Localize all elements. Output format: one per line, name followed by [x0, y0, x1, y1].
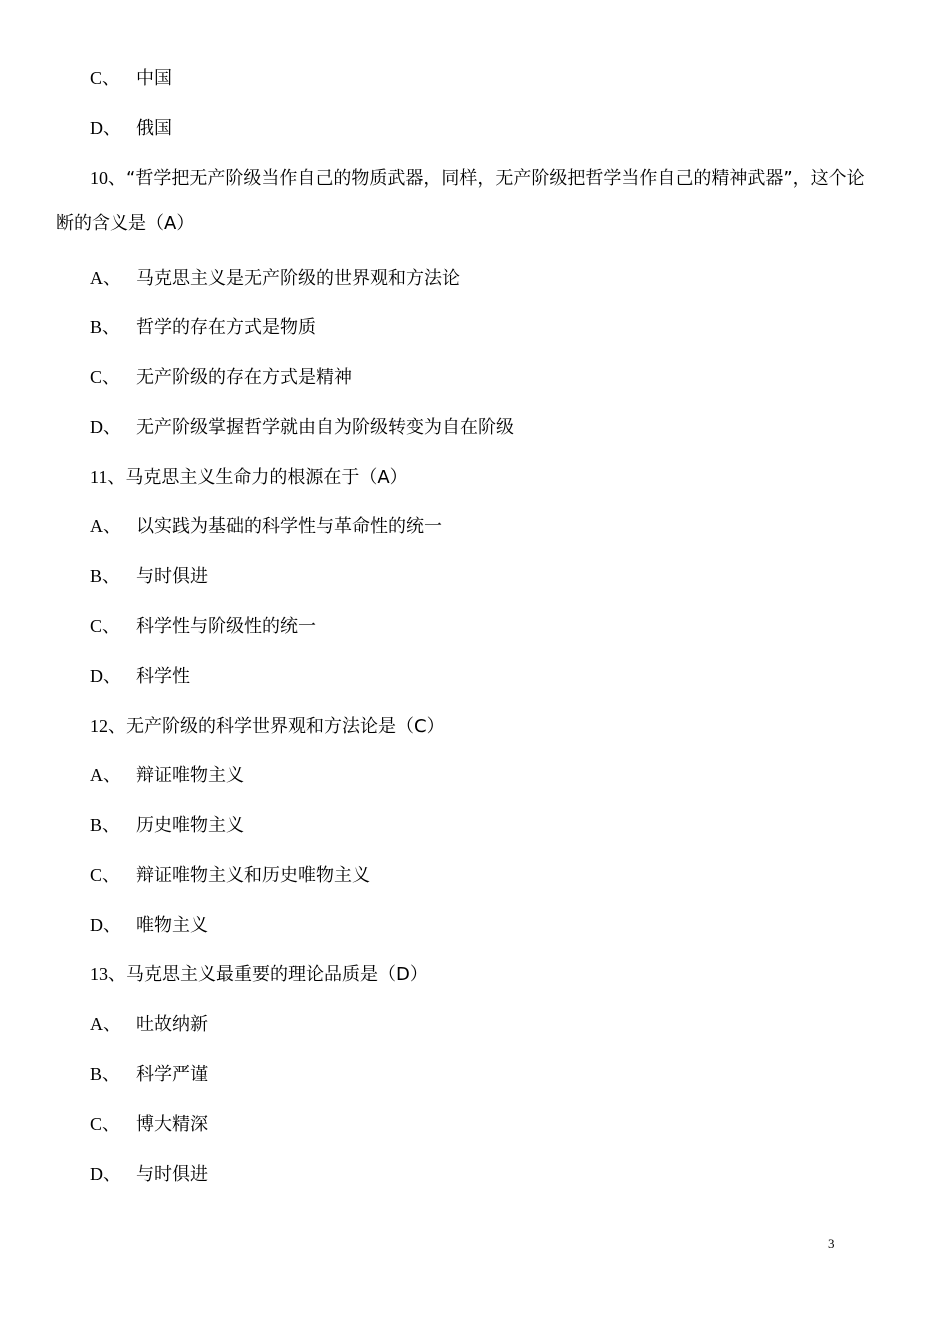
option-letter: C、 — [90, 1114, 121, 1134]
option-letter: A、 — [90, 516, 121, 536]
option-text: 哲学的存在方式是物质 — [136, 317, 316, 338]
question-number: 11、 — [90, 467, 126, 487]
option-letter: B、 — [90, 566, 121, 586]
option-letter: C、 — [90, 68, 121, 88]
question-13-option-d — [90, 1162, 208, 1187]
question-11-stem — [90, 465, 408, 490]
question-10-option-d — [90, 415, 514, 440]
option-letter: A、 — [90, 268, 121, 288]
question-stem: 马克思主义最重要的理论品质是（D） — [126, 964, 428, 985]
question-10-stem-continued — [56, 212, 194, 236]
option-letter: C、 — [90, 367, 121, 387]
option-letter: B、 — [90, 1064, 121, 1084]
option-text: 与时俱进 — [136, 566, 208, 587]
question-stem: “哲学把无产阶级当作自己的物质武器，同样，无产阶级把哲学当作自己的精神武器”，这个论 — [126, 168, 865, 189]
question-stem: 无产阶级的科学世界观和方法论是（C） — [126, 716, 445, 737]
option-text: 无产阶级掌握哲学就由自为阶级转变为自在阶级 — [136, 417, 514, 438]
option-text: 科学性 — [136, 666, 190, 687]
question-10-option-b — [90, 315, 316, 340]
question-13-option-c — [90, 1112, 208, 1137]
question-11-option-a — [90, 514, 442, 539]
question-12-option-a — [90, 763, 244, 788]
option-letter: B、 — [90, 815, 121, 835]
option-c-prev — [90, 66, 172, 91]
option-text: 俄国 — [136, 118, 172, 139]
option-text: 唯物主义 — [136, 915, 208, 936]
question-number: 12、 — [90, 716, 126, 736]
option-letter: B、 — [90, 317, 121, 337]
option-letter: D、 — [90, 1164, 121, 1184]
question-number: 13、 — [90, 964, 126, 984]
question-12-option-d — [90, 913, 208, 938]
option-letter: D、 — [90, 666, 121, 686]
option-letter: A、 — [90, 1014, 121, 1034]
question-10-option-a — [90, 266, 460, 291]
option-letter: D、 — [90, 118, 121, 138]
option-d-prev — [90, 116, 172, 141]
option-letter: A、 — [90, 765, 121, 785]
question-10-stem — [90, 166, 865, 191]
option-text: 以实践为基础的科学性与革命性的统一 — [136, 516, 442, 537]
question-13-option-a — [90, 1012, 208, 1037]
question-stem: 马克思主义生命力的根源在于（A） — [125, 467, 408, 488]
option-text: 马克思主义是无产阶级的世界观和方法论 — [136, 268, 460, 289]
question-11-option-c — [90, 614, 316, 639]
question-11-option-d — [90, 664, 190, 689]
option-text: 历史唯物主义 — [136, 815, 244, 836]
option-text: 与时俱进 — [136, 1164, 208, 1185]
option-letter: C、 — [90, 865, 121, 885]
question-12-stem — [90, 714, 445, 739]
option-text: 中国 — [136, 68, 172, 89]
option-text: 科学性与阶级性的统一 — [136, 616, 316, 637]
option-text: 辩证唯物主义和历史唯物主义 — [136, 865, 370, 886]
question-11-option-b — [90, 564, 208, 589]
question-number: 10、 — [90, 168, 126, 188]
option-letter: C、 — [90, 616, 121, 636]
question-13-stem — [90, 962, 428, 987]
option-letter: D、 — [90, 417, 121, 437]
question-12-option-b — [90, 813, 244, 838]
question-12-option-c — [90, 863, 370, 888]
question-13-option-b — [90, 1062, 208, 1087]
option-text: 吐故纳新 — [136, 1014, 208, 1035]
option-text: 辩证唯物主义 — [136, 765, 244, 786]
page-number: 3 — [828, 1236, 835, 1251]
option-letter: D、 — [90, 915, 121, 935]
question-10-option-c — [90, 365, 352, 390]
question-stem-continued: 断的含义是（A） — [56, 213, 195, 234]
option-text: 博大精深 — [136, 1114, 208, 1135]
option-text: 无产阶级的存在方式是精神 — [136, 367, 352, 388]
option-text: 科学严谨 — [136, 1064, 208, 1085]
